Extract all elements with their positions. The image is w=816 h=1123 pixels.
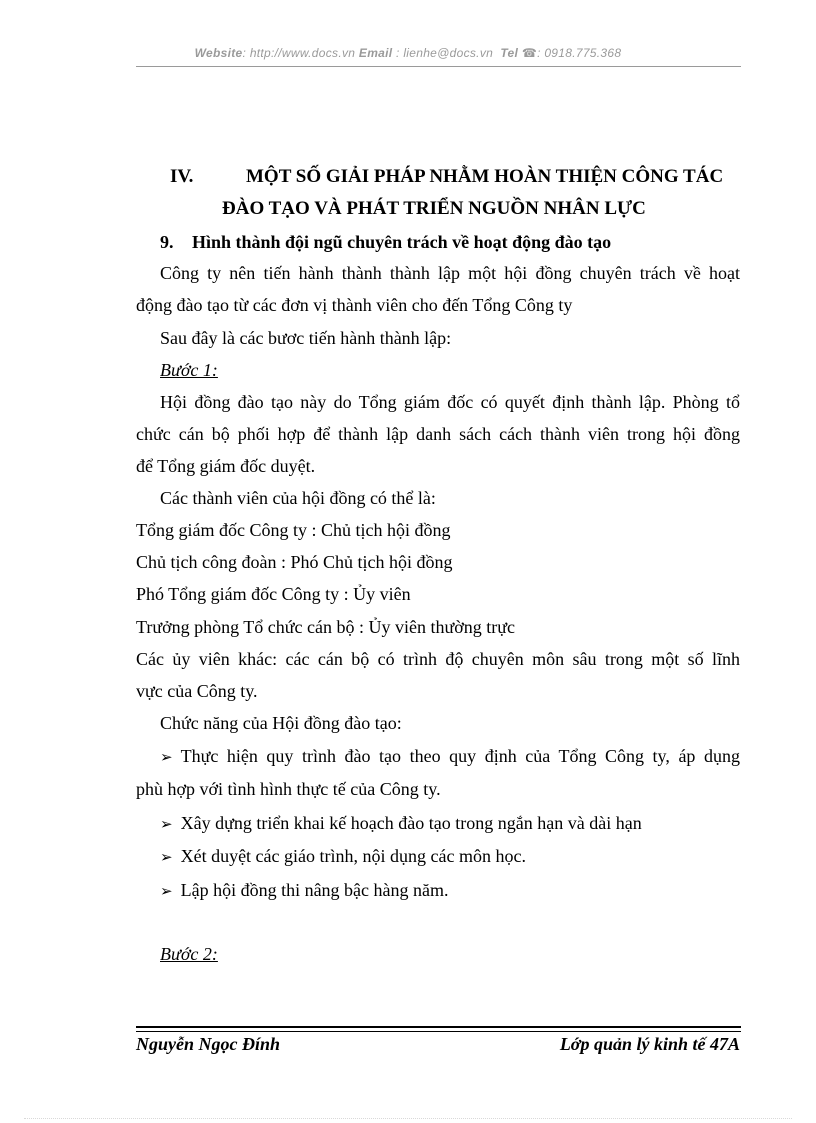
paragraph-steps-intro: Sau đây là các bươc tiến hành thành lập: [160,328,452,348]
section-title-line2: ĐÀO TẠO VÀ PHÁT TRIỂN NGUỒN NHÂN LỰC [222,198,646,219]
paragraph-intro-line1: Công ty nên tiến hành thành thành lập một hội đồng chuyên trách về hoạt [160,263,740,283]
page-bottom-border [24,1118,792,1119]
tel-value: : 0918.775.368 [537,46,622,60]
bullet-item [160,846,526,867]
member-item: Phó Tổng giám đốc Công ty : Ủy viên [136,584,411,604]
step2-label: Bước 2: [160,944,218,964]
phone-icon: ☎ [521,46,538,60]
page-header [0,46,816,60]
bullet-item [160,880,449,901]
email-label: Email [358,46,393,60]
bullet-text: Xây dựng triển khai kế hoạch đào tạo trong ngắn hạn và dài hạn [180,813,642,833]
subsection-title: Hình thành đội ngũ chuyên trách về hoạt động đào tạo [192,232,612,252]
bullet-item-line2: phù hợp với tình hình thực tế của Công ty. [136,779,441,799]
section-title-line1: MỘT SỐ GIẢI PHÁP NHẰM HOÀN THIỆN CÔNG TÁC [246,166,724,187]
bullet-text: Thực hiện quy trình đào tạo theo quy định của Tổng Công ty, áp dụng [180,746,740,766]
footer-author: Nguyễn Ngọc Đính [136,1034,281,1054]
subsection-number: 9. [160,232,174,252]
step1-label: Bước 1: [160,360,218,380]
member-item: Trưởng phòng Tổ chức cán bộ : Ủy viên thường trực [136,617,516,637]
member-item-line2: vực của Công ty. [136,681,258,701]
footer-divider-thin [136,1031,741,1032]
bullet-text: Xét duyệt các giáo trình, nội dụng các môn học. [180,846,526,866]
header-divider [136,66,741,67]
arrow-bullet-icon: ➢ [160,848,173,866]
paragraph-council-line3: để Tổng giám đốc duyệt. [136,456,316,476]
section-number: IV. [170,166,194,187]
member-item-line1: Các ủy viên khác: các cán bộ có trình độ chuyên môn sâu trong một số lĩnh [136,649,740,669]
paragraph-functions-intro: Chức năng của Hội đồng đào tạo: [160,713,402,733]
member-item: Chủ tịch công đoàn : Phó Chủ tịch hội đồng [136,552,453,572]
tel-label: Tel [500,46,519,60]
footer-class: Lớp quản lý kinh tế 47A [559,1034,740,1054]
email-value[interactable]: : lienhe@docs.vn [392,46,494,60]
paragraph-intro-line2: động đào tạo từ các đơn vị thành viên cho đến Tổng Công ty [136,295,573,315]
website-label: Website [194,46,243,60]
footer-divider [136,1026,741,1028]
arrow-bullet-icon: ➢ [160,748,173,766]
website-value[interactable]: : http://www.docs.vn [242,46,356,60]
arrow-bullet-icon: ➢ [160,815,173,833]
paragraph-council-line2: chức cán bộ phối hợp để thành lập danh sách cách thành viên trong hội đồng [136,424,740,444]
paragraph-council-line1: Hội đồng đào tạo này do Tổng giám đốc có quyết định thành lập. Phòng tổ [160,392,740,412]
member-item: Tổng giám đốc Công ty : Chủ tịch hội đồng [136,520,451,540]
paragraph-members-intro: Các thành viên của hội đồng có thể là: [160,488,436,508]
bullet-item-line1 [160,746,740,767]
bullet-text: Lập hội đồng thi nâng bậc hàng năm. [180,880,449,900]
arrow-bullet-icon: ➢ [160,882,173,900]
bullet-item [160,813,642,834]
